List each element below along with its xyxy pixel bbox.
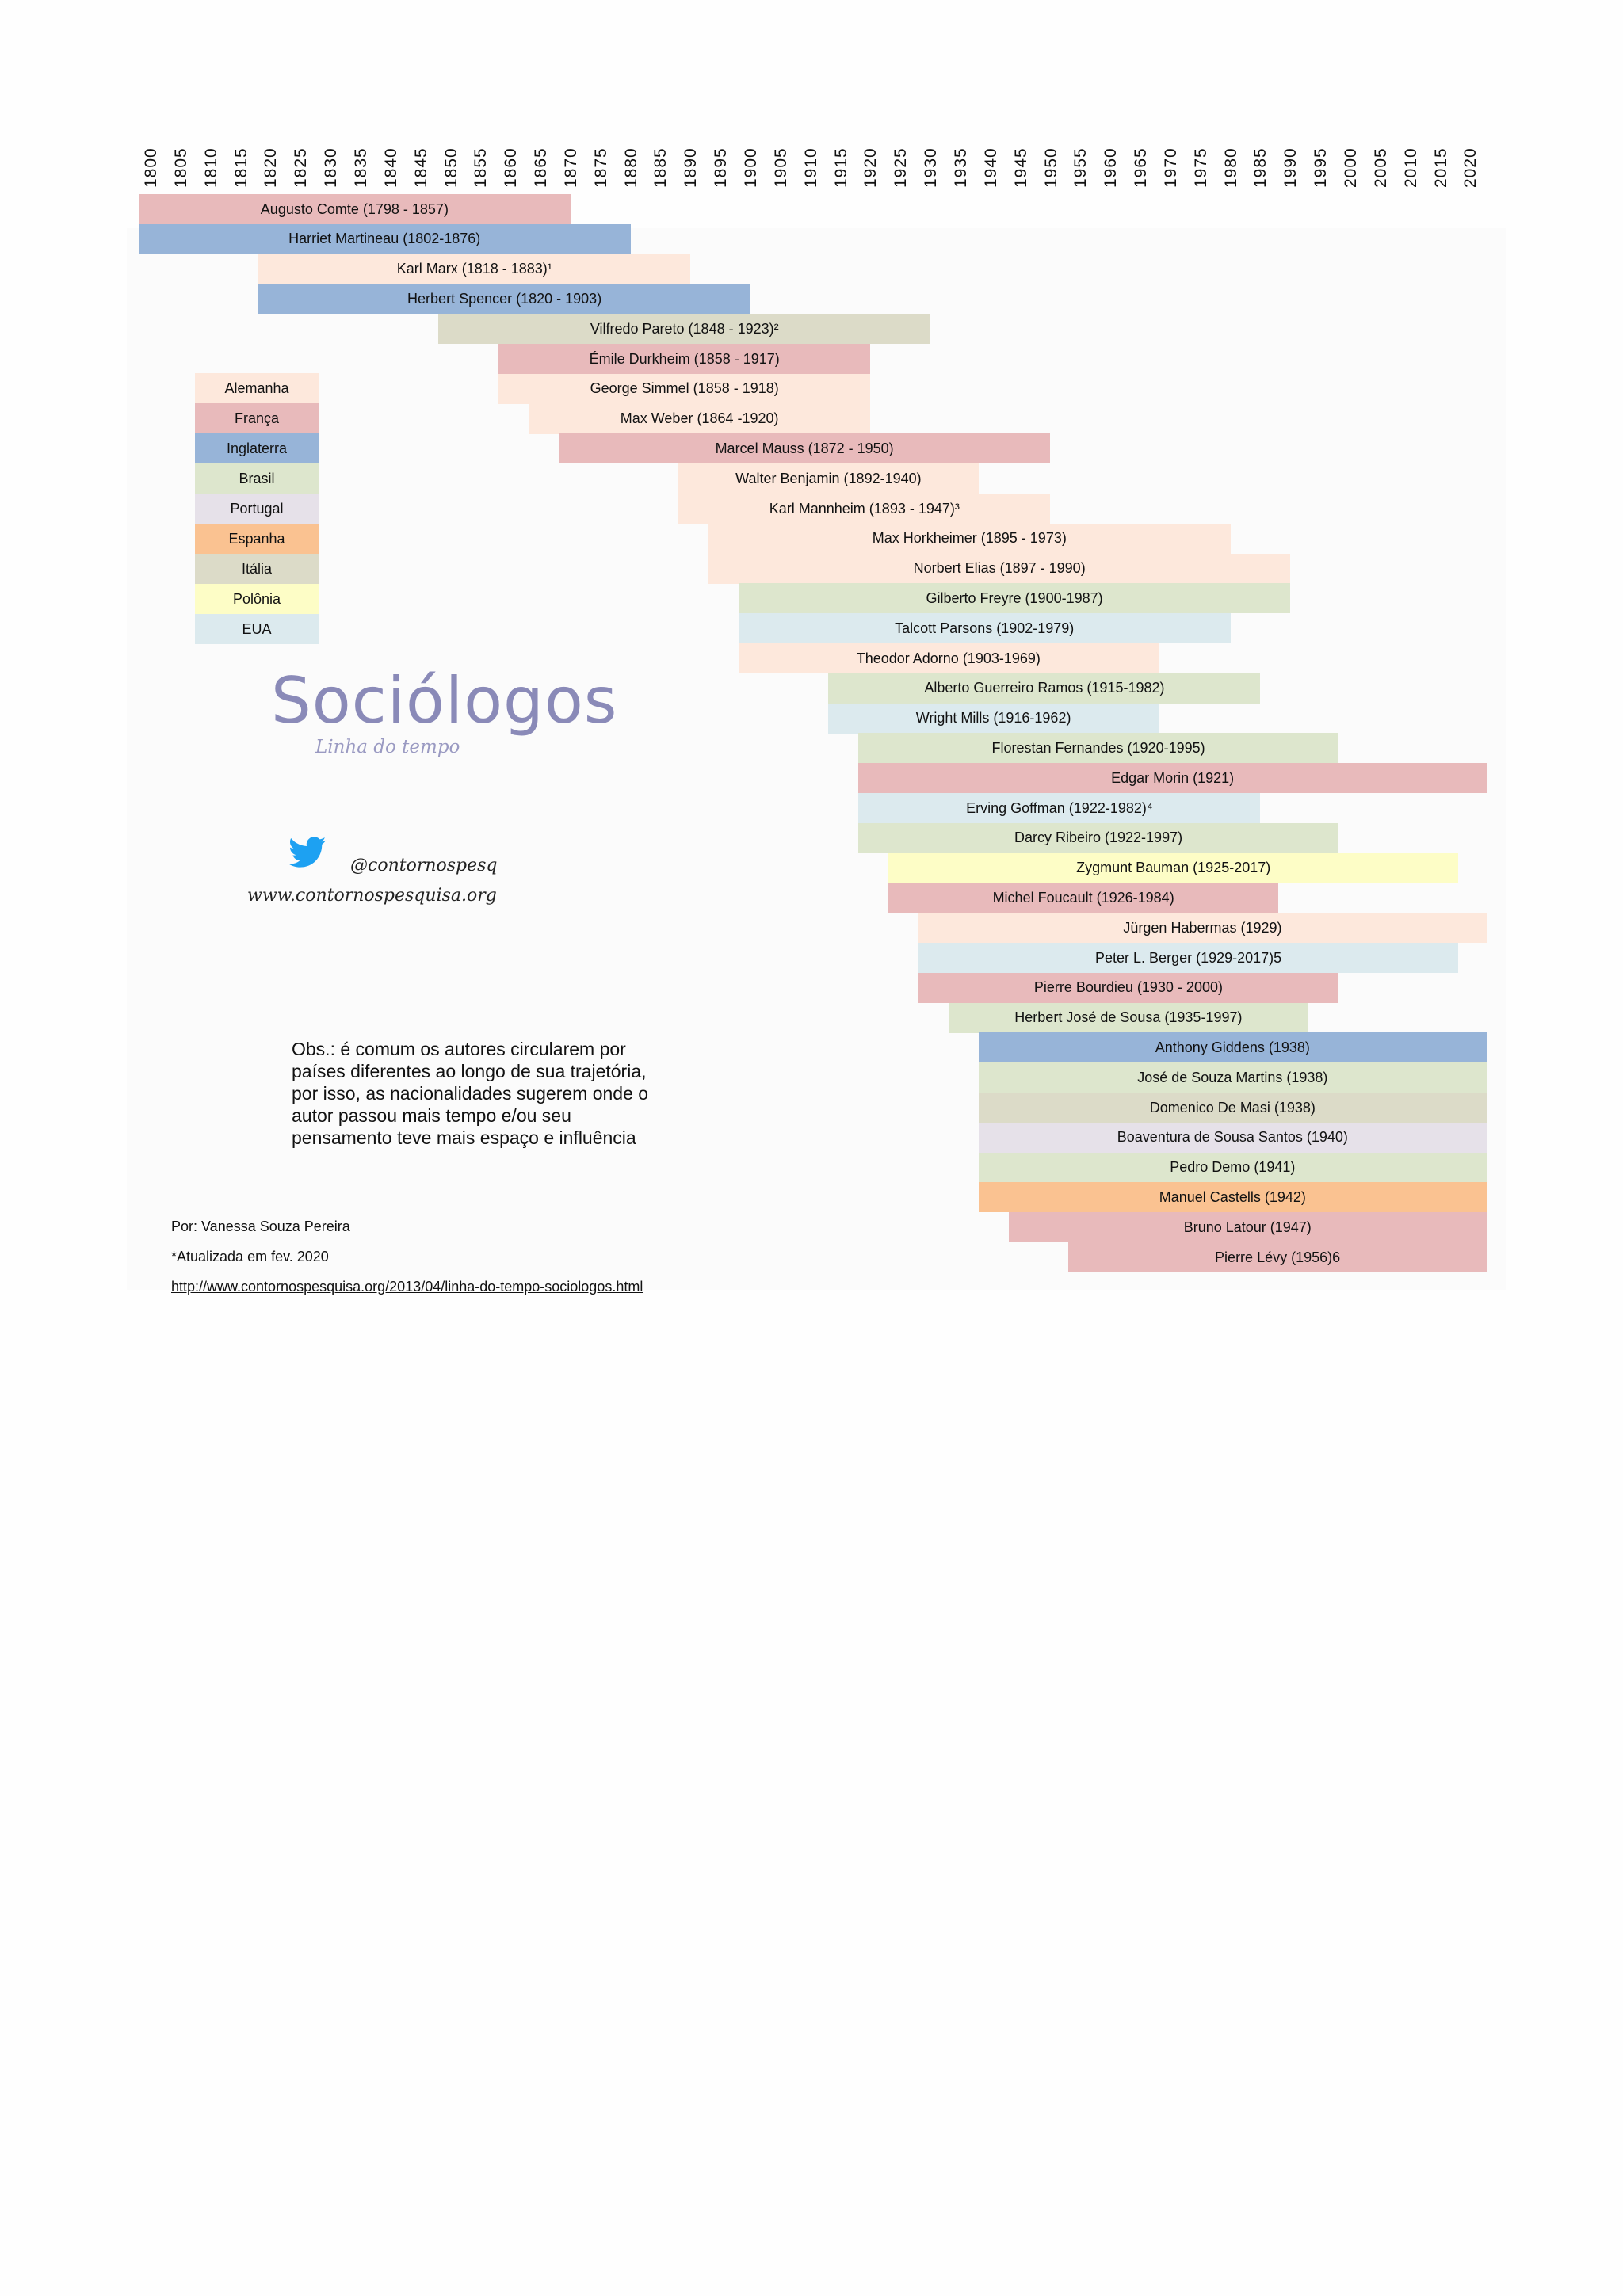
year-tick-label: 1875 [591,147,610,188]
legend-item: Alemanha [195,373,319,403]
source-url-link[interactable]: http://www.contornospesquisa.org/2013/04/linha-do-tempo-sociologos.html [171,1279,643,1295]
twitter-handle[interactable]: @contornospesq [350,856,498,875]
year-tick-label: 2020 [1461,147,1480,188]
year-tick-label: 1820 [262,147,281,188]
person-bar: Theodor Adorno (1903-1969) [739,643,1159,673]
credit-updated: *Atualizada em fev. 2020 [171,1249,329,1264]
person-bar: Max Horkheimer (1895 - 1973) [708,524,1231,554]
person-bar: Manuel Castells (1942) [979,1182,1487,1212]
year-tick-label: 1815 [231,147,250,188]
year-tick-label: 1885 [651,147,670,188]
legend-item: Inglaterra [195,433,319,463]
person-bar: Pierre Lévy (1956)6 [1068,1242,1487,1272]
legend-item: Itália [195,554,319,584]
website-link[interactable]: www.contornospesquisa.org [247,886,497,906]
year-tick-label: 1835 [351,147,370,188]
person-bar: Augusto Comte (1798 - 1857) [139,194,571,224]
year-tick-label: 1905 [771,147,790,188]
person-bar: Erving Goffman (1922-1982)⁴ [858,793,1260,823]
person-bar: Michel Foucault (1926-1984) [888,883,1278,913]
legend-item: Polônia [195,584,319,614]
person-bar: Pierre Bourdieu (1930 - 2000) [918,973,1338,1003]
legend-item: Portugal [195,494,319,524]
year-tick-label: 1865 [532,147,551,188]
year-tick-label: 1975 [1191,147,1210,188]
year-tick-label: 1850 [441,147,460,188]
person-bar: Pedro Demo (1941) [979,1153,1487,1183]
year-tick-label: 2015 [1431,147,1450,188]
year-tick-label: 1880 [621,147,640,188]
year-tick-label: 1925 [892,147,911,188]
person-bar: Herbert José de Sousa (1935-1997) [949,1003,1308,1033]
year-tick-label: 1825 [292,147,311,188]
year-tick-label: 1900 [742,147,760,188]
person-bar: José de Souza Martins (1938) [979,1062,1487,1093]
year-tick-label: 1800 [142,147,160,188]
year-tick-label: 2000 [1342,147,1360,188]
person-bar: Jürgen Habermas (1929) [918,913,1487,943]
year-tick-label: 1805 [171,147,190,188]
year-tick-label: 1930 [922,147,941,188]
person-bar: Edgar Morin (1921) [858,763,1487,793]
person-bar: Vilfredo Pareto (1848 - 1923)² [438,314,930,344]
year-tick-label: 1990 [1281,147,1300,188]
year-tick-label: 1935 [951,147,970,188]
year-tick-label: 2010 [1401,147,1420,188]
person-bar: Boaventura de Sousa Santos (1940) [979,1123,1487,1153]
year-tick-label: 1845 [411,147,430,188]
legend-item: EUA [195,614,319,644]
person-bar: George Simmel (1858 - 1918) [498,374,870,404]
legend-item: França [195,403,319,433]
year-tick-label: 1980 [1221,147,1240,188]
person-bar: Marcel Mauss (1872 - 1950) [559,433,1051,463]
year-tick-label: 1920 [861,147,880,188]
person-bar: Wright Mills (1916-1962) [828,704,1158,734]
year-tick-label: 1965 [1132,147,1151,188]
person-bar: Bruno Latour (1947) [1009,1212,1487,1242]
year-tick-label: 1970 [1161,147,1180,188]
chart-title: Sociólogos [271,664,618,738]
credit-author: Por: Vanessa Souza Pereira [171,1219,350,1234]
person-bar: Talcott Parsons (1902-1979) [739,613,1231,643]
year-tick-label: 1910 [801,147,820,188]
year-tick-label: 1890 [682,147,701,188]
year-tick-label: 1895 [712,147,731,188]
year-tick-label: 1955 [1071,147,1090,188]
person-bar: Zygmunt Bauman (1925-2017) [888,853,1458,883]
person-bar: Karl Mannheim (1893 - 1947)³ [678,494,1050,524]
year-tick-label: 1870 [561,147,580,188]
year-tick-label: 1950 [1041,147,1060,188]
observation-note: Obs.: é comum os autores circularem por países diferentes ao longo de sua trajetória, por isso, as nacionalidades sugerem onde o autor passou mais tempo e/ou seu pensamento teve mais espaço e influência [292,1039,649,1148]
person-bar: Anthony Giddens (1938) [979,1032,1487,1062]
person-bar: Florestan Fernandes (1920-1995) [858,733,1338,763]
person-bar: Alberto Guerreiro Ramos (1915-1982) [828,673,1260,704]
person-bar: Walter Benjamin (1892-1940) [678,463,979,494]
person-bar: Émile Durkheim (1858 - 1917) [498,344,870,374]
person-bar: Gilberto Freyre (1900-1987) [739,583,1290,613]
year-tick-label: 1840 [381,147,400,188]
twitter-bird-icon[interactable] [288,837,327,868]
person-bar: Harriet Martineau (1802-1876) [139,224,631,254]
person-bar: Karl Marx (1818 - 1883)¹ [258,254,690,284]
person-bar: Norbert Elias (1897 - 1990) [708,554,1290,584]
person-bar: Herbert Spencer (1820 - 1903) [258,284,750,314]
person-bar: Peter L. Berger (1929-2017)5 [918,943,1458,973]
country-legend [195,373,319,644]
year-tick-label: 1855 [472,147,491,188]
year-tick-label: 1985 [1251,147,1270,188]
year-tick-label: 1960 [1102,147,1121,188]
legend-item: Brasil [195,463,319,494]
legend-item: Espanha [195,524,319,554]
year-tick-label: 2005 [1371,147,1390,188]
person-bar: Domenico De Masi (1938) [979,1093,1487,1123]
person-bar: Darcy Ribeiro (1922-1997) [858,823,1338,853]
year-tick-label: 1945 [1011,147,1030,188]
chart-subtitle: Linha do tempo [315,737,460,757]
year-tick-label: 1915 [831,147,850,188]
year-tick-label: 1995 [1312,147,1331,188]
person-bar: Max Weber (1864 -1920) [529,404,870,434]
year-tick-label: 1830 [322,147,341,188]
year-tick-label: 1810 [201,147,220,188]
year-tick-label: 1860 [502,147,521,188]
year-tick-label: 1940 [981,147,1000,188]
